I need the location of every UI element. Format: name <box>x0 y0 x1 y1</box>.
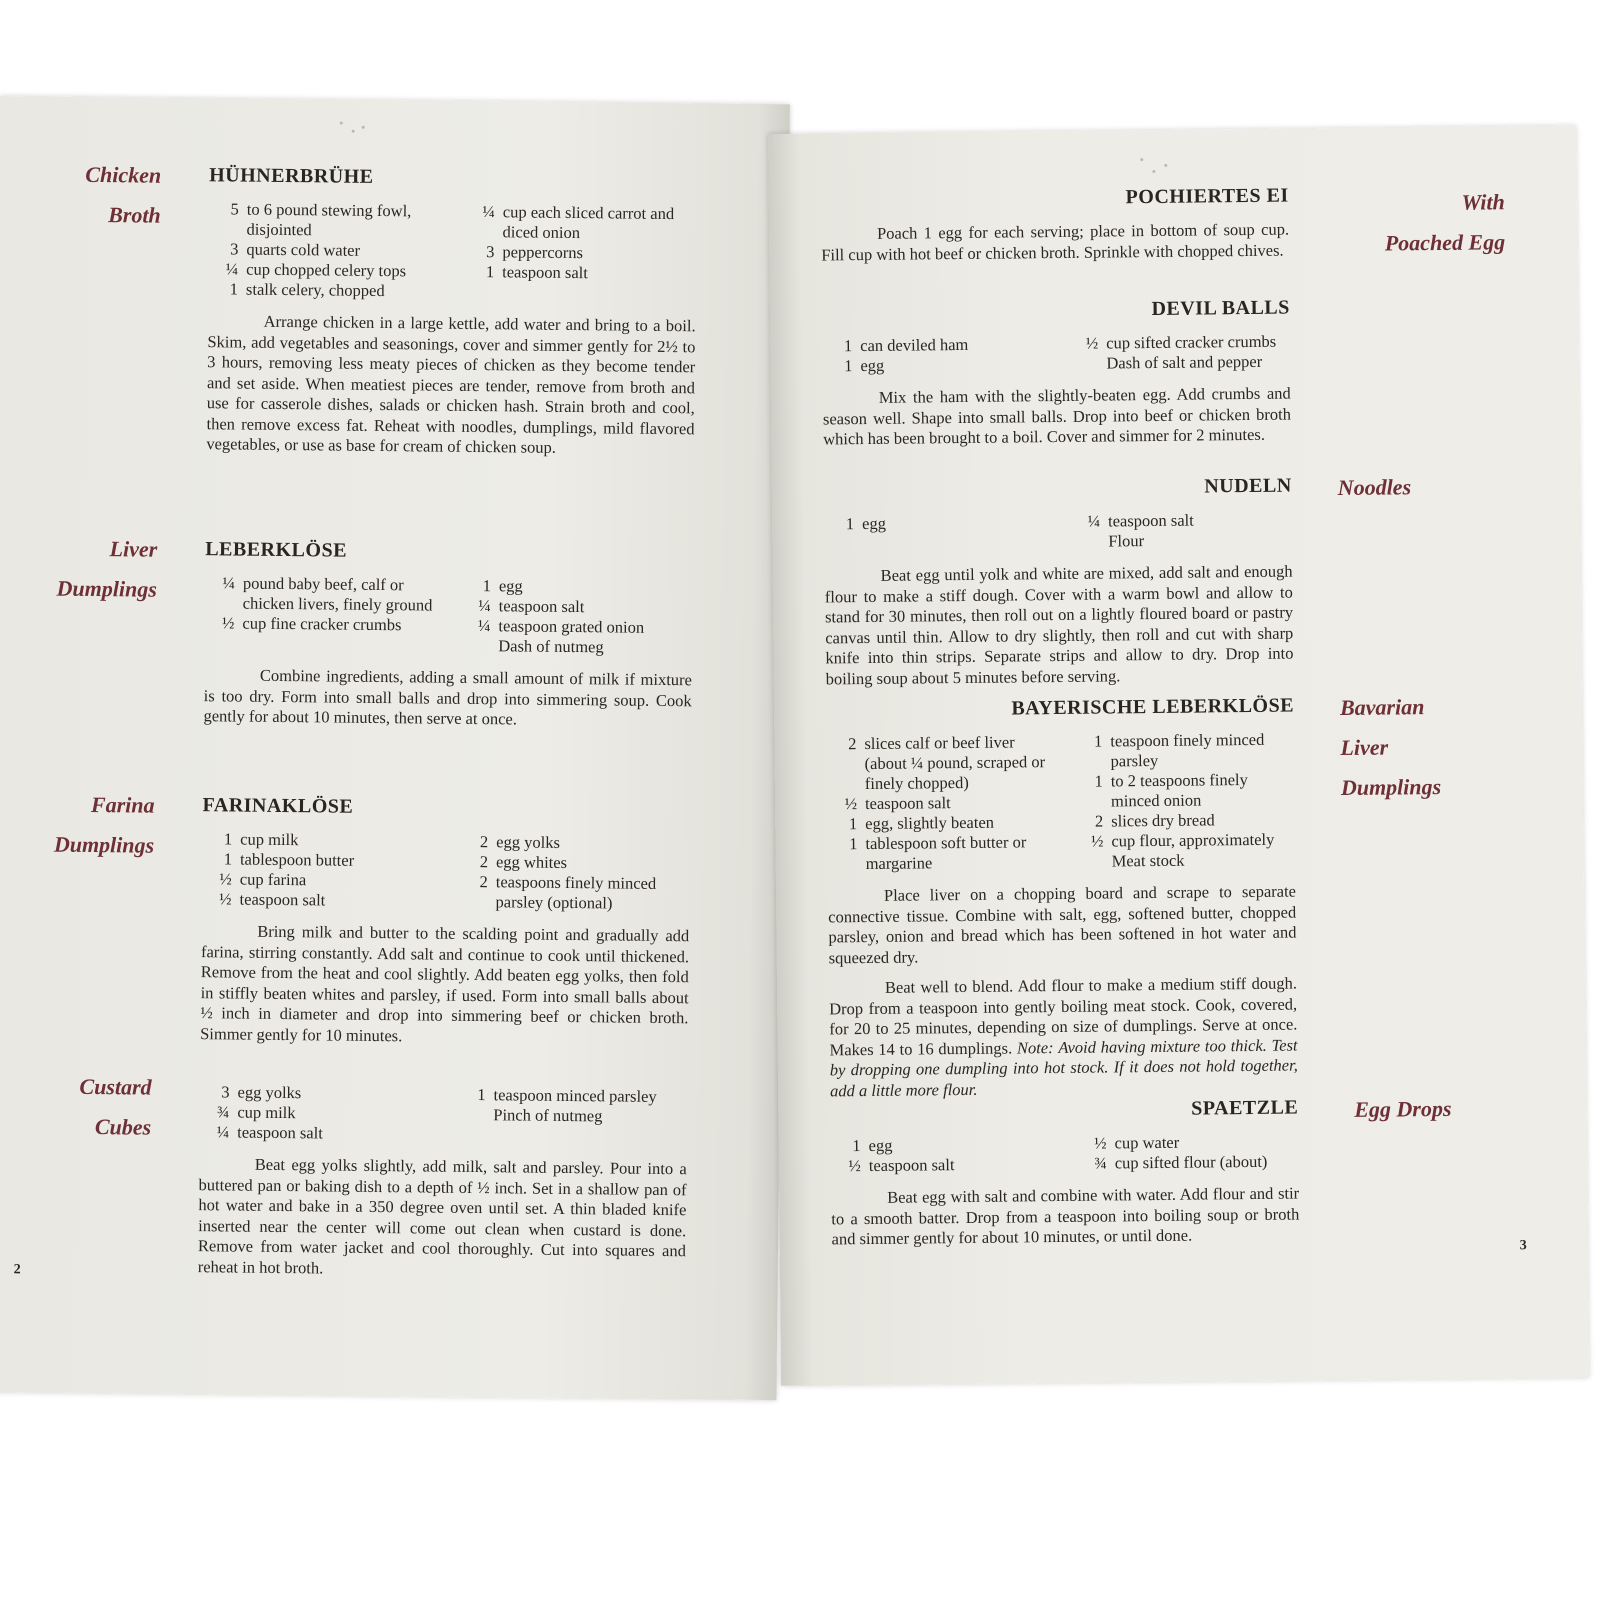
ingredient-item: Flour <box>1108 531 1145 551</box>
recipe-heading: HÜHNERBRÜHE <box>209 164 374 188</box>
ingredient-item: 2 egg whites <box>479 852 568 872</box>
ingredient-item: 1 teaspoon finely minced parsley <box>1094 729 1265 771</box>
ingredient-column-right <box>460 576 693 658</box>
recipe-instructions: Combine ingredients, adding a small amount of milk if mixture is too dry. Form into small balls and drop into simmering soup. Cook gently for about 10 minutes, then serve at once. <box>203 665 693 729</box>
note-label: Note: <box>1016 1037 1054 1057</box>
recipe-heading: LEBERKLÖSE <box>205 538 348 562</box>
recipe-huhnerbruhe <box>206 164 697 470</box>
ingredient-item: ¼ teaspoon salt <box>478 596 585 617</box>
ingredient-list <box>201 829 690 914</box>
recipe-heading: DEVIL BALLS <box>1151 296 1290 320</box>
ingredient-list <box>208 199 697 304</box>
recipe-instructions: Bring milk and butter to the scalding point and gradually add farina, stirring constantly. Add salt and continue to cook until thickened. Remove from the heat and cool slightly. Add beaten egg yolks, then fold in stiffly beaten whites and parsley, if used. Form into small balls about ½ inch in diameter and drop into simmering beef or chicken broth. Simmer gently for 10 minutes. <box>200 921 690 1045</box>
ingredient-item: ¾ cup milk <box>216 1102 296 1123</box>
ingredient-list <box>204 573 693 658</box>
ingredient-item: 1 egg <box>852 1135 893 1156</box>
ingredient-item: 2 egg yolks <box>479 832 561 852</box>
ingredient-list <box>824 510 1292 555</box>
ingredient-item: ¾ cup sifted flour (about) <box>1094 1151 1268 1173</box>
margin-title-egg-drops: Egg Drops <box>1354 1095 1452 1122</box>
right-page <box>768 126 1589 1386</box>
margin-title-custard-cubes: Custard Cubes <box>79 1073 152 1140</box>
ingredient-list <box>199 1082 688 1147</box>
note-text: Avoid having mixture too thick. Test by dropping one dumpling into hot stock. If it does not hold together, add a little more flour. <box>829 1035 1298 1100</box>
ingredient-column-left <box>831 1134 1053 1176</box>
ingredient-item: 2 slices dry bread <box>1094 810 1215 831</box>
ingredient-column-left <box>824 512 1046 554</box>
ingredient-item: 3 egg yolks <box>221 1082 302 1103</box>
ingredient-column-right <box>464 202 697 304</box>
ingredient-column-right <box>1068 332 1290 374</box>
recipe-instructions: Beat egg yolks slightly, add milk, salt and parsley. Pour into a buttered pan or baking dish to a depth of ½ inch. Set in a shallow pan of hot water and bake in a 350 degree oven until set. A thin bladed knife inserted near the center will come out clean when custard is done. Remove from water jacket and cool thoroughly. Cut into squares and reheat in hot broth. <box>197 1154 687 1277</box>
ingredient-column-left <box>208 199 441 301</box>
ingredient-item: ¼ cup chopped celery tops <box>225 259 407 281</box>
margin-title-liver-dumplings: Liver Dumplings <box>56 536 158 602</box>
ingredient-item: ¼ teaspoon grated onion <box>478 616 645 637</box>
ingredient-item: 1 teaspoon salt <box>485 262 588 283</box>
ingredient-list <box>831 1131 1299 1176</box>
margin-title-noodles: Noodles <box>1337 474 1412 501</box>
recipe-instructions: Place liver on a chopping board and scrape to separate connective tissue. Combine with salt, egg, softened butter, chopped parsley, onion and bread which has been softened in hot water and squeezed dry. <box>828 881 1297 967</box>
left-page <box>0 96 790 1400</box>
ingredient-item: 2 teaspoons finely minced parsley (optional) <box>479 872 657 913</box>
recipe-instructions: Beat egg until yolk and white are mixed, add salt and enough flour to make a stiff dough. Cover with a warm bowl and allow to stand for 30 minutes, then roll out on a lightly floured board or pastry canvas until thin. Allow to dry slightly, then roll and cut with sharp knife into thin strips. Separate strips and allow to dry. Drop into boiling soup about 5 minutes before serving. <box>824 561 1294 688</box>
ingredient-item: 1 can deviled ham <box>843 334 969 356</box>
ingredient-item: 1 to 2 teaspoons finely minced onion <box>1094 770 1248 811</box>
recipe-farinaklose <box>200 794 691 1059</box>
ingredient-item: ½ teaspoon salt <box>219 889 326 910</box>
ingredient-item: ¼ cup each sliced carrot and diced onion <box>482 202 675 243</box>
ingredient-item: 2 slices calf or beef liver (about ¼ pound, scraped or finely chopped) <box>848 732 1046 794</box>
recipe-heading: NUDELN <box>1204 474 1292 498</box>
ingredient-item: 1 cup milk <box>223 829 299 850</box>
recipe-instructions-continued: Beat well to blend. Add flour to make a medium stiff dough. Drop from a teaspoon into gently boiling meat stock. Cook, covered, for 20 to 25 minutes, depending on size of dumplings. Serve at once. Makes 14 to 16 dumplings. Note: Avoid having mixture too thick. Test by dropping one dumpling into hot stock. If it does not hold together, add a little more flour. <box>829 973 1298 1100</box>
ingredient-list <box>826 730 1295 875</box>
ingredient-item: ½ teaspoon salt <box>848 1155 955 1176</box>
ingredient-item: ½ cup fine cracker crumbs <box>222 613 402 635</box>
ingredient-column-left <box>201 829 434 911</box>
ingredient-column-right <box>455 1085 688 1147</box>
ingredient-column-right <box>457 832 690 914</box>
ingredient-item: ¼ teaspoon salt <box>216 1122 323 1143</box>
ingredient-item: 3 quarts cold water <box>230 239 361 260</box>
margin-title-bavarian-liver-dumplings: Bavarian Liver Dumplings <box>1339 694 1442 801</box>
margin-title-farina-dumplings: Farina Dumplings <box>53 791 155 858</box>
ingredient-item: 5 to 6 pound stewing fowl, disjointed <box>230 199 412 240</box>
ingredient-column-left <box>826 732 1049 874</box>
ingredient-item: 3 peppercorns <box>486 242 584 263</box>
ingredient-item: Dash of salt and pepper <box>1106 351 1263 373</box>
ingredient-item: 1 egg <box>844 355 885 376</box>
ingredient-item: 1 egg <box>845 513 887 534</box>
recipe-heading: SPAETZLE <box>1191 1096 1299 1120</box>
ingredient-item: ¼ teaspoon salt <box>1087 510 1194 531</box>
recipe-heading: POCHIERTES EI <box>1125 184 1289 209</box>
recipe-heading: BAYERISCHE LEBERKLÖSE <box>1011 694 1295 720</box>
recipe-instructions: Poach 1 egg for each serving; place in bottom of soup cup. Fill cup with hot beef or chicken broth. Sprinkle with chopped chives. <box>821 219 1290 264</box>
ingredient-column-left <box>822 334 1044 376</box>
margin-title-chicken-broth: Chicken Broth <box>85 161 162 228</box>
page-number: 3 <box>1519 1238 1527 1254</box>
ingredient-column-right <box>1072 730 1295 872</box>
recipe-devil-balls <box>822 297 1292 460</box>
page-number: 2 <box>13 1262 21 1278</box>
ingredient-column-right <box>1076 1131 1298 1173</box>
recipe-instructions: Arrange chicken in a large kettle, add water and bring to a boil. Skim, add vegetables and seasonings, cover and simmer gently for 2½ to 3 hours, removing less meaty pieces of chicken as they become tender and set aside. When meatiest pieces are tender, remove from broth and use for casserole dishes, salads or chicken hash. Strain broth and cool, then remove excess fat. Reheat with noodles, dumplings, mild flavored vegetables, or use as base for cream of chicken soup. <box>206 311 696 457</box>
ingredient-item: 1 tablespoon soft butter or margarine <box>849 832 1027 874</box>
ingredient-item: Dash of nutmeg <box>498 636 604 657</box>
recipe-nudeln <box>824 475 1294 700</box>
recipe-heading: FARINAKLÖSE <box>202 794 354 818</box>
recipe-instructions: Mix the ham with the slightly-beaten egg. Add crumbs and season well. Shape into small balls. Drop into beef or chicken broth which has been brought to a boil. Cover and simmer for 2 minutes. <box>822 383 1292 449</box>
ingredient-item: 1 egg <box>482 576 523 596</box>
margin-title-with-poached-egg: With Poached Egg <box>1384 189 1506 256</box>
ingredient-item: ¼ pound baby beef, calf or chicken livers, finely ground <box>222 573 433 615</box>
ingredient-item: ½ cup sifted cracker crumbs <box>1085 331 1277 353</box>
ingredient-list <box>822 332 1290 377</box>
recipe-custard-cubes <box>198 1082 688 1292</box>
recipe-spaetzle <box>830 1097 1300 1260</box>
ingredient-item: 1 tablespoon butter <box>223 849 355 870</box>
ingredient-column-left <box>204 573 437 655</box>
ingredient-item: ½ cup farina <box>219 869 307 890</box>
ingredient-item: ½ teaspoon salt <box>844 793 951 814</box>
recipe-pochiertes-ei <box>821 185 1290 276</box>
recipe-bayerische-leberklose <box>826 695 1298 1112</box>
ingredient-item: 1 teaspoon minced parsley <box>477 1085 657 1106</box>
ingredient-column-left <box>199 1082 432 1144</box>
ingredient-item: ½ cup water <box>1094 1132 1180 1153</box>
ingredient-item: Meat stock <box>1111 850 1185 871</box>
ingredient-item: 1 stalk celery, chopped <box>229 279 385 301</box>
recipe-instructions: Beat egg with salt and combine with water. Add flour and stir to a smooth batter. Drop from a teaspoon into boiling soup or broth and simmer gently for about 10 minutes, or until done. <box>831 1183 1300 1249</box>
ingredient-column-right <box>1070 510 1292 552</box>
ingredient-item: Pinch of nutmeg <box>493 1105 603 1126</box>
ingredient-item: 1 egg, slightly beaten <box>848 812 995 834</box>
recipe-leberklose <box>203 538 693 742</box>
ingredient-item: ½ cup flour, approximately <box>1090 829 1275 851</box>
